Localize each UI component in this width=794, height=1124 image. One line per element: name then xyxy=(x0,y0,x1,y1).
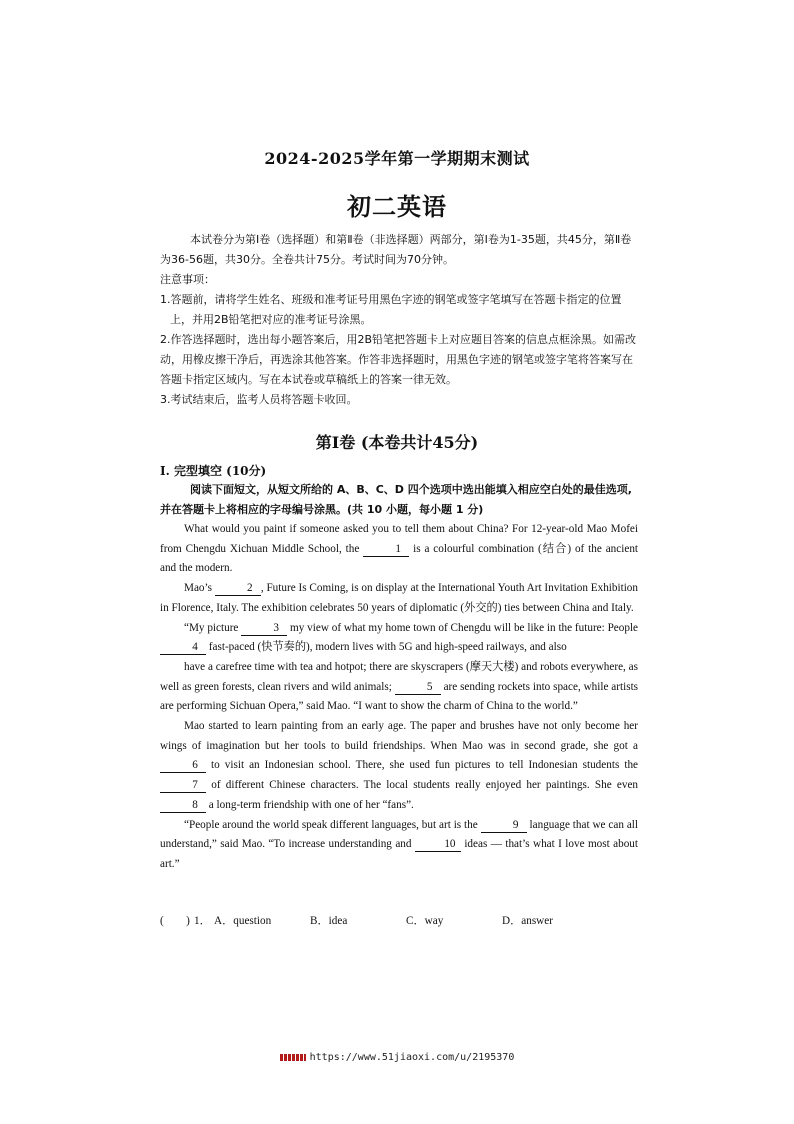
part-title: I. 完型填空 (10分) xyxy=(160,464,267,478)
exam-description: 本试卷分为第Ⅰ卷（选择题）和第Ⅱ卷（非选择题）两部分，第Ⅰ卷为1-35题，共45分，第Ⅱ卷为36-56题，共30分。全卷共计75分。考试时间为70分钟。 xyxy=(160,233,632,266)
passage-paragraph xyxy=(160,520,638,579)
option-a: A．question xyxy=(214,915,272,927)
blank-2: 2 xyxy=(215,582,261,596)
passage-text: of different Chinese characters. The local students really enjoyed her paintings. She even xyxy=(211,779,639,792)
blank-9: 9 xyxy=(481,819,527,833)
passage-paragraph xyxy=(160,579,638,618)
passage-text: a long-term friendship with one of her “fans”. xyxy=(208,798,414,811)
blank-10: 10 xyxy=(415,838,461,852)
passage-paragraph xyxy=(160,619,638,658)
passage-paragraph xyxy=(160,658,638,717)
directions-text: 阅读下面短文，从短文所给的 A、B、C、D 四个选项中选出能填入相应空白处的最佳选项,并在答题卡上将相应的字母编号涂黑。(共 10 小题，每小题 1 分) xyxy=(160,483,632,516)
subject-title: 初二英语 xyxy=(347,193,447,221)
passage-text: ideas — that’s what I love most about art.” xyxy=(160,838,639,870)
blank-6: 6 xyxy=(160,759,206,773)
blank-3: 3 xyxy=(241,622,287,636)
passage-text: to visit an Indonesian school. There, she used fun pictures to tell Indonesian students the xyxy=(211,759,638,772)
site-logo-icon xyxy=(280,1054,306,1061)
note-item: 1.答题前，请将学生姓名、班级和准考证号用黑色字迹的钢笔或签字笔填写在答题卡指定的位置上，并用2B铅笔把对应的准考证号涂黑。 xyxy=(160,293,622,326)
blank-8: 8 xyxy=(160,799,206,813)
blank-5: 5 xyxy=(395,681,441,695)
footer-url[interactable]: https://www.51jiaoxi.com/u/2195370 xyxy=(309,1052,515,1063)
passage-text: fast-paced (快节奏的), modern lives with 5G and high-speed railways, and also xyxy=(208,641,567,654)
cloze-passage xyxy=(160,520,638,875)
passage-text: What would you paint if someone asked you to tell them about China? For 12-year-old Mao Mofei from Chengdu Xichuan Middle School, the xyxy=(160,523,638,555)
option-b: B．idea xyxy=(310,915,348,927)
question-1 xyxy=(160,912,638,928)
blank-1: 1 xyxy=(363,543,409,557)
passage-text: “People around the world speak different languages, but art is the xyxy=(184,818,478,831)
note-item: 3.考试结束后，监考人员将答题卡收回。 xyxy=(160,393,358,406)
passage-text: my view of what my home town of Chengdu will be like in the future: People xyxy=(290,621,639,634)
passage-text: have a carefree time with tea and hotpot; there are skyscrapers (摩天大楼) and robots everywhere, as well as green forests, clean rivers and wild animals; xyxy=(160,660,638,693)
note-item: 2.作答选择题时，选出每小题答案后，用2B铅笔把答题卡上对应题目答案的信息点框涂黑。如需改动，用橡皮擦干净后，再选涂其他答案。作答非选择题时，用黑色字迹的钢笔或签字笔将答案写在答题卡指定区域内。写在本试卷或草稿纸上的答案一律无效。 xyxy=(160,333,637,386)
answer-parenthesis: ( ) xyxy=(160,915,190,927)
page-footer xyxy=(0,1052,794,1063)
blank-7: 7 xyxy=(160,779,206,793)
option-d: D．answer xyxy=(502,915,553,927)
section-title: 第Ⅰ卷 (本卷共计45分) xyxy=(315,433,479,452)
option-c: C．way xyxy=(406,915,444,927)
passage-text: Mao’s xyxy=(184,582,212,595)
passage-text: language that we can all understand,” said Mao. “To increase understanding and xyxy=(160,818,639,851)
question-number: 1． xyxy=(194,915,211,927)
passage-text: are sending rockets into space, while artists are performing Sichuan Opera,” said Mao. “I want to show the charm of China to the world.” xyxy=(160,680,639,713)
passage-paragraph xyxy=(160,717,638,816)
part-directions xyxy=(160,480,638,520)
passage-text: , Future Is Coming, is on display at the International Youth Art Invitation Exhibition in Florence, Italy. The exhibition celebrates 50 years of diplomatic (外交的) ties between China and Italy. xyxy=(160,582,638,614)
exam-instructions xyxy=(160,230,638,410)
passage-text: is a colourful combination (结合) of the ancient and the modern. xyxy=(160,542,639,575)
blank-4: 4 xyxy=(160,641,206,655)
passage-text: Mao started to learn painting from an early age. The paper and brushes have not only become her wings of imagination but her tools to build friendships. When Mao was in second grade, she got a xyxy=(160,720,638,752)
passage-text: “My picture xyxy=(184,621,239,634)
notes-label: 注意事项： xyxy=(160,273,215,286)
exam-title: 2024-2025学年第一学期期末测试 xyxy=(264,149,530,168)
passage-paragraph xyxy=(160,816,638,875)
